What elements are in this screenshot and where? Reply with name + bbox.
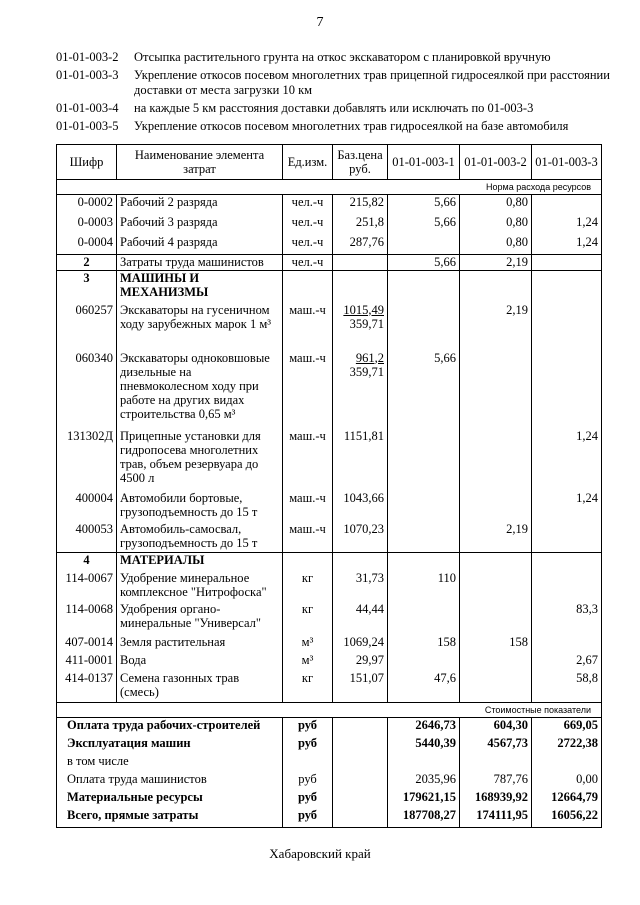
cell-v2: 2,19 — [460, 522, 532, 553]
cell-v3: 1,24 — [532, 429, 602, 491]
cost-v3: 16056,22 — [532, 808, 602, 828]
table-header-row — [57, 145, 602, 180]
cell-price: 151,07 — [333, 671, 388, 703]
cell-name: Экскаваторы на гусеничном ходу зарубежных марок 1 м³ — [117, 303, 283, 351]
cell-unit: маш.-ч — [283, 522, 333, 553]
description-code: 01-01-003-4 — [56, 101, 119, 115]
cell-v2: 0,80 — [460, 195, 532, 215]
section-title: МАШИНЫ И МЕХАНИЗМЫ — [117, 271, 283, 303]
description-text: Укрепление откосов посевом многолетних трав прицепной гидросеялкой при расстоянии доставки от места загрузки 10 км — [134, 68, 610, 97]
cell-v1 — [388, 303, 460, 351]
cell-v1: 5,66 — [388, 215, 460, 235]
header-col3: 01-01-003-3 — [532, 145, 602, 180]
cell-name: Рабочий 2 разряда — [117, 195, 283, 215]
cell-code: 114-0068 — [57, 602, 117, 635]
description-code: 01-01-003-2 — [56, 50, 119, 64]
header-price: Баз.цена руб. — [333, 145, 388, 180]
cost-v3: 0,00 — [532, 772, 602, 790]
cell-unit: маш.-ч — [283, 491, 333, 522]
cell-v2 — [460, 491, 532, 522]
cost-v1: 179621,15 — [388, 790, 460, 808]
description-line — [56, 68, 616, 98]
norm-label-row — [57, 180, 602, 195]
cost-label: Стоимостные показатели — [57, 703, 602, 718]
cell-v3 — [532, 303, 602, 351]
cost-v1: 2646,73 — [388, 718, 460, 736]
cost-v1: 187708,27 — [388, 808, 460, 828]
cell-name: Автомобили бортовые, грузоподъемность до 15 т — [117, 491, 283, 522]
cell-v3: 1,24 — [532, 215, 602, 235]
price-main: 961,2 — [355, 350, 384, 365]
cell-code: 0-0004 — [57, 235, 117, 255]
cost-unit: руб — [283, 736, 333, 754]
table-row — [57, 491, 602, 522]
cost-v2 — [460, 754, 532, 772]
description-line — [56, 101, 616, 116]
cell-price: 215,82 — [333, 195, 388, 215]
cost-v2: 787,76 — [460, 772, 532, 790]
cell-v1: 5,66 — [388, 351, 460, 429]
resource-table — [56, 144, 602, 828]
cell-v3 — [532, 571, 602, 602]
section-header-machines — [57, 271, 602, 303]
cell-price — [333, 303, 388, 351]
cell-v2: 0,80 — [460, 235, 532, 255]
cell-code: 411-0001 — [57, 653, 117, 671]
header-unit: Ед.изм. — [283, 145, 333, 180]
cell-v1 — [388, 653, 460, 671]
section-header-materials — [57, 553, 602, 571]
cell-code: 060340 — [57, 351, 117, 429]
description-text: на каждые 5 км расстояния доставки добавлять или исключать по 01-003-3 — [134, 101, 534, 115]
table-row — [57, 303, 602, 351]
cell-name: Рабочий 3 разряда — [117, 215, 283, 235]
cost-name: в том числе — [57, 754, 283, 772]
cell-price — [333, 255, 388, 271]
cell-v2: 2,19 — [460, 303, 532, 351]
cell-v2 — [460, 602, 532, 635]
cell-price: 1069,24 — [333, 635, 388, 653]
header-col1: 01-01-003-1 — [388, 145, 460, 180]
cell-price: 44,44 — [333, 602, 388, 635]
cell-v2 — [460, 571, 532, 602]
cell-name: Удобрения органо-минеральные "Универсал" — [117, 602, 283, 635]
cell-unit: маш.-ч — [283, 303, 333, 351]
cell-v1: 5,66 — [388, 255, 460, 271]
cell-price: 29,97 — [333, 653, 388, 671]
header-col2: 01-01-003-2 — [460, 145, 532, 180]
table-row — [57, 671, 602, 703]
cell-v1: 47,6 — [388, 671, 460, 703]
cell-v1 — [388, 491, 460, 522]
cost-v2: 174111,95 — [460, 808, 532, 828]
cell-v2: 158 — [460, 635, 532, 653]
cell-name: Затраты труда машинистов — [117, 255, 283, 271]
cell-code: 131302Д — [57, 429, 117, 491]
cost-v3 — [532, 754, 602, 772]
cell-v3: 58,8 — [532, 671, 602, 703]
cell-name: Семена газонных трав (смесь) — [117, 671, 283, 703]
section-number: 3 — [57, 271, 117, 303]
cost-v1: 2035,96 — [388, 772, 460, 790]
header-code: Шифр — [57, 145, 117, 180]
cell-price: 1043,66 — [333, 491, 388, 522]
cell-code: 414-0137 — [57, 671, 117, 703]
cost-v2: 4567,73 — [460, 736, 532, 754]
cell-v2 — [460, 429, 532, 491]
cell-v2: 2,19 — [460, 255, 532, 271]
cell-v1: 158 — [388, 635, 460, 653]
cell-v3 — [532, 635, 602, 653]
cell-price: 31,73 — [333, 571, 388, 602]
cost-v2: 604,30 — [460, 718, 532, 736]
price-secondary: 359,71 — [349, 316, 384, 331]
cell-v3: 1,24 — [532, 235, 602, 255]
cell-name: Рабочий 4 разряда — [117, 235, 283, 255]
cell-code: 060257 — [57, 303, 117, 351]
cell-price: 287,76 — [333, 235, 388, 255]
cell-unit: чел.-ч — [283, 215, 333, 235]
cell-v3 — [532, 255, 602, 271]
machinist-row — [57, 255, 602, 271]
cell-name: Земля растительная — [117, 635, 283, 653]
cell-unit: маш.-ч — [283, 429, 333, 491]
cell-price: 251,8 — [333, 215, 388, 235]
section-title: МАТЕРИАЛЫ — [117, 553, 283, 571]
cell-code: 400053 — [57, 522, 117, 553]
cell-v2 — [460, 671, 532, 703]
description-code: 01-01-003-5 — [56, 119, 119, 133]
table-row — [57, 602, 602, 635]
cost-row — [57, 718, 602, 736]
cell-price — [333, 351, 388, 429]
cell-name: Экскаваторы одноковшовые дизельные на пневмоколесном ходу при работе на других видах строительства 0,65 м³ — [117, 351, 283, 429]
cell-v1 — [388, 429, 460, 491]
cell-unit: кг — [283, 602, 333, 635]
cell-code: 2 — [57, 255, 117, 271]
cell-v2 — [460, 653, 532, 671]
table-row — [57, 235, 602, 255]
cell-v3: 2,67 — [532, 653, 602, 671]
cell-unit: чел.-ч — [283, 255, 333, 271]
cell-code: 0-0002 — [57, 195, 117, 215]
price-secondary: 359,71 — [349, 364, 384, 379]
section-number: 4 — [57, 553, 117, 571]
cell-price: 1151,81 — [333, 429, 388, 491]
description-line — [56, 119, 616, 134]
description-line — [56, 50, 616, 65]
cost-name: Материальные ресурсы — [57, 790, 283, 808]
cost-v3: 669,05 — [532, 718, 602, 736]
page-number: 7 — [316, 15, 324, 30]
description-text: Укрепление откосов посевом многолетних трав гидросеялкой на базе автомобиля — [134, 119, 569, 133]
cost-unit — [283, 754, 333, 772]
cost-name: Эксплуатация машин — [57, 736, 283, 754]
table-row — [57, 571, 602, 602]
cell-v3: 83,3 — [532, 602, 602, 635]
cell-v1 — [388, 602, 460, 635]
cell-name: Удобрение минеральное комплексное "Нитрофоска" — [117, 571, 283, 602]
cell-unit: м³ — [283, 653, 333, 671]
cell-name: Вода — [117, 653, 283, 671]
cost-v1: 5440,39 — [388, 736, 460, 754]
footer-region: Хабаровский край — [269, 846, 371, 861]
cost-row — [57, 772, 602, 790]
cell-v1 — [388, 522, 460, 553]
description-code: 01-01-003-3 — [56, 68, 119, 82]
cell-v2: 0,80 — [460, 215, 532, 235]
cost-v3: 2722,38 — [532, 736, 602, 754]
cost-v2: 168939,92 — [460, 790, 532, 808]
cell-v3: 1,24 — [532, 491, 602, 522]
cost-v3: 12664,79 — [532, 790, 602, 808]
cell-v1: 5,66 — [388, 195, 460, 215]
table-row — [57, 635, 602, 653]
cell-unit: чел.-ч — [283, 235, 333, 255]
cell-unit: чел.-ч — [283, 195, 333, 215]
cost-name: Оплата труда машинистов — [57, 772, 283, 790]
cost-v1 — [388, 754, 460, 772]
cell-v3 — [532, 522, 602, 553]
cost-row — [57, 736, 602, 754]
cell-code: 0-0003 — [57, 215, 117, 235]
cell-v1: 110 — [388, 571, 460, 602]
table-row — [57, 351, 602, 429]
cell-price: 1070,23 — [333, 522, 388, 553]
cost-row — [57, 754, 602, 772]
cell-name: Автомобиль-самосвал, грузоподъемность до 15 т — [117, 522, 283, 553]
table-row — [57, 653, 602, 671]
cell-unit: маш.-ч — [283, 351, 333, 429]
cell-v3 — [532, 351, 602, 429]
description-text: Отсыпка растительного грунта на откос экскаватором с планировкой вручную — [134, 50, 551, 64]
price-main: 1015,49 — [343, 302, 384, 317]
cost-row — [57, 790, 602, 808]
norm-label: Норма расхода ресурсов — [57, 180, 602, 195]
cell-code: 407-0014 — [57, 635, 117, 653]
cell-unit: кг — [283, 671, 333, 703]
cost-name: Всего, прямые затраты — [57, 808, 283, 828]
cell-name: Прицепные установки для гидропосева многолетних трав, объем резервуара до 4500 л — [117, 429, 283, 491]
cell-v2 — [460, 351, 532, 429]
cell-code: 114-0067 — [57, 571, 117, 602]
cell-v3 — [532, 195, 602, 215]
cost-unit: руб — [283, 790, 333, 808]
cell-v1 — [388, 235, 460, 255]
cost-unit: руб — [283, 718, 333, 736]
table-row — [57, 429, 602, 491]
cell-unit: м³ — [283, 635, 333, 653]
cell-code: 400004 — [57, 491, 117, 522]
cell-unit: кг — [283, 571, 333, 602]
table-row — [57, 195, 602, 215]
cost-unit: руб — [283, 808, 333, 828]
cost-row — [57, 808, 602, 828]
cost-label-row — [57, 703, 602, 718]
cost-unit: руб — [283, 772, 333, 790]
table-row — [57, 522, 602, 553]
header-name: Наименование элемента затрат — [117, 145, 283, 180]
table-row — [57, 215, 602, 235]
cost-name: Оплата труда рабочих-строителей — [57, 718, 283, 736]
